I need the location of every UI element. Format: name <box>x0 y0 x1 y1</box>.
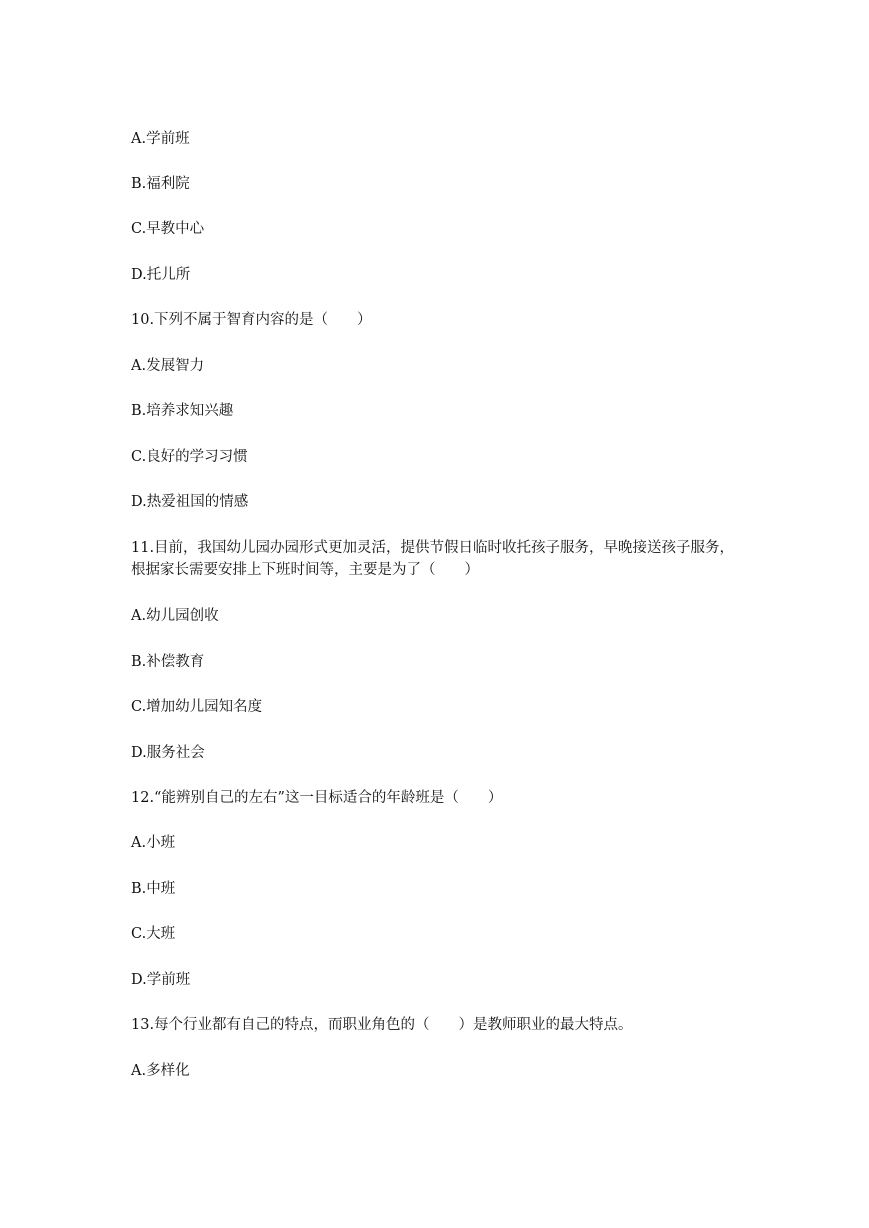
q9-option-d: D.托儿所 <box>131 267 191 283</box>
q9-option-c: C.早教中心 <box>131 221 205 237</box>
q9-option-a: A.学前班 <box>131 131 190 147</box>
q13-option-a: A.多样化 <box>131 1063 190 1079</box>
question-12: 12.“能辨别自己的左右”这一目标适合的年龄班是（ ） <box>131 790 503 806</box>
q11-option-c: C.增加幼儿园知名度 <box>131 699 263 715</box>
q11-option-b: B.补偿教育 <box>131 654 205 670</box>
q10-option-b: B.培养求知兴趣 <box>131 403 234 419</box>
q12-option-c: C.大班 <box>131 926 176 942</box>
q11-option-d: D.服务社会 <box>131 745 205 761</box>
question-11: 11.目前，我国幼儿园办园形式更加灵活，提供节假日临时收托孩子服务，早晚接送孩子服务，根据家长需要安排上下班时间等，主要是为了（ ） <box>131 540 735 578</box>
q12-option-a: A.小班 <box>131 835 176 851</box>
q10-option-a: A.发展智力 <box>131 358 205 374</box>
q10-option-d: D.热爱祖国的情感 <box>131 494 249 510</box>
q12-option-d: D.学前班 <box>131 972 191 988</box>
q9-option-b: B.福利院 <box>131 176 190 192</box>
q10-option-c: C.良好的学习习惯 <box>131 449 248 465</box>
q12-option-b: B.中班 <box>131 881 176 897</box>
q11-option-a: A.幼儿园创收 <box>131 608 219 624</box>
question-13: 13.每个行业都有自己的特点，而职业角色的（ ）是教师职业的最大特点。 <box>131 1017 633 1033</box>
question-10: 10.下列不属于智育内容的是（ ） <box>131 312 372 328</box>
